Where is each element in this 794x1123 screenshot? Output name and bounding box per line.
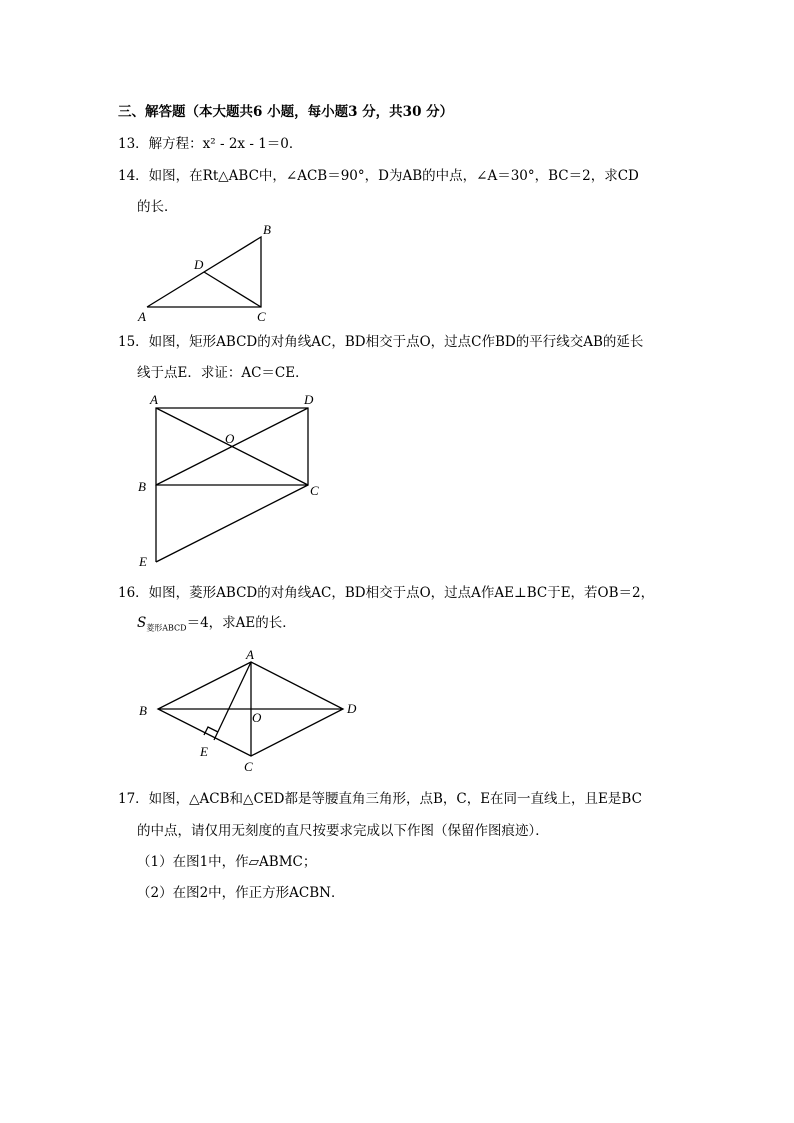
problem-17-item2: （2）在图2中，作正方形ACBN． xyxy=(137,885,345,901)
problem-17-line1: 17．如图，△ACB和△CED都是等腰直角三角形，点B，C，E在同一直线上，且E是BC xyxy=(118,791,642,807)
label-b: B xyxy=(138,479,146,494)
problem-17-item1: （1）在图1中，作▱ABMC； xyxy=(137,854,317,870)
label-o: O xyxy=(225,431,235,446)
label-b: B xyxy=(139,703,147,718)
label-c: C xyxy=(310,483,319,498)
label-e: E xyxy=(139,554,147,569)
label-d: D xyxy=(347,701,357,716)
label-a: A xyxy=(246,647,254,662)
label-a: A xyxy=(138,309,146,324)
segment-ae xyxy=(214,662,251,740)
label-c: C xyxy=(244,759,253,774)
section-title: 三、解答题（本大题共6 小题，每小题3 分，共30 分） xyxy=(118,104,454,120)
label-d: D xyxy=(194,257,204,272)
problem-13-text: 13．解方程：x² - 2x - 1＝0． xyxy=(118,136,303,152)
problem-14-line2: 的长． xyxy=(137,199,178,215)
label-d: D xyxy=(304,392,314,407)
problem-15-line2: 线于点E．求证：AC＝CE． xyxy=(137,365,309,381)
area-symbol: S xyxy=(137,615,147,631)
area-subscript: 菱形ABCD xyxy=(146,623,187,633)
problem-16-line1: 16．如图，菱形ABCD的对角线AC，BD相交于点O，过点A作AE⊥BC于E，若OB＝2， xyxy=(118,585,655,601)
label-b: B xyxy=(263,222,271,237)
problem-14-line1: 14．如图，在Rt△ABC中，∠ACB＝90°，D为AB的中点，∠A＝30°，BC＝2，求CD xyxy=(118,168,639,184)
problem-17-line2: 的中点，请仅用无刻度的直尺按要求完成以下作图（保留作图痕迹）． xyxy=(137,823,549,839)
problem-15-line1: 15．如图，矩形ABCD的对角线AC，BD相交于点O，过点C作BD的平行线交AB的延长 xyxy=(118,334,644,350)
label-o: O xyxy=(252,710,262,725)
label-e: E xyxy=(200,744,208,759)
label-c: C xyxy=(257,309,266,324)
problem-16-line2-rest: ＝4，求AE的长． xyxy=(186,615,296,631)
label-a: A xyxy=(150,392,158,407)
